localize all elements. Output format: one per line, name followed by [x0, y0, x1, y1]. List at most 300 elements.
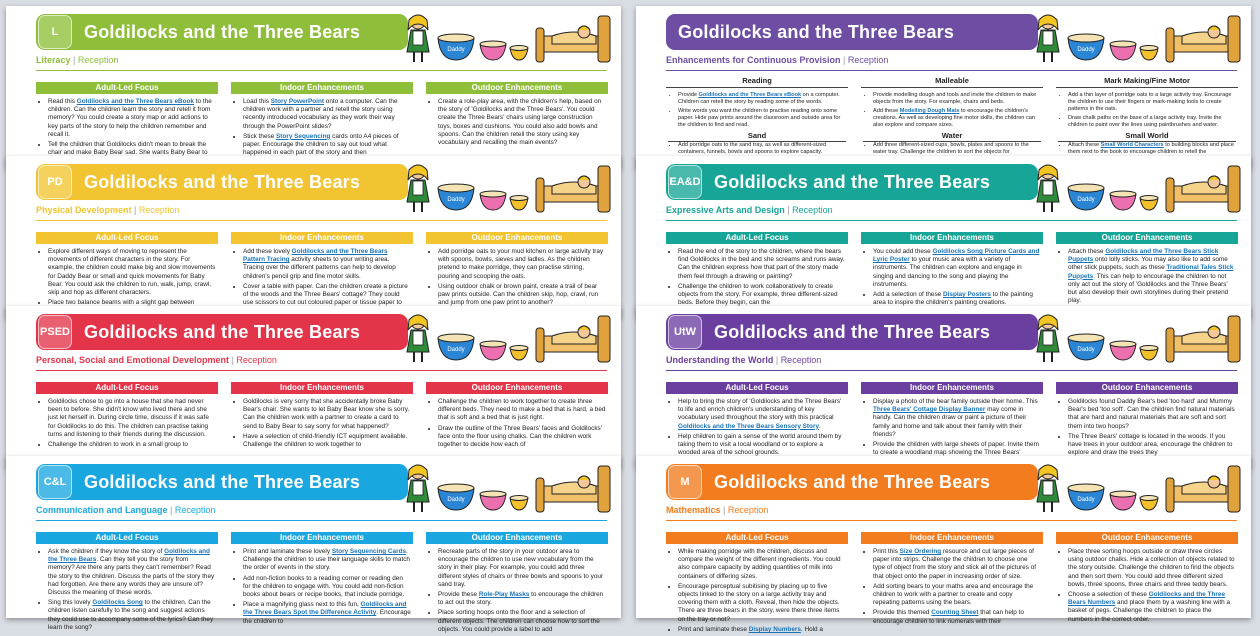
item-text: that can help to encourage children to link numerals with their — [873, 609, 1024, 625]
item-text: Add a selection of these — [873, 291, 943, 299]
column-outdoor-enhancements — [426, 82, 608, 168]
column-body — [231, 94, 413, 157]
bullet-item — [873, 398, 1041, 439]
resource-link[interactable]: Display Numbers — [748, 625, 801, 633]
columns — [666, 232, 1238, 309]
column-body — [426, 94, 608, 147]
item-text: Read this — [48, 98, 77, 105]
item-text: Read the end of the story to the children, where the bears find Goldilocks in the bed and she screams and runs away. Can the children express how that part of the story made them feel through a drawing or painting? — [678, 248, 845, 280]
column-body — [1056, 244, 1238, 305]
item-text: Add these — [873, 108, 900, 114]
goldilocks-figure-icon — [1037, 465, 1059, 512]
item-text: Provide the children with large sheets of paper. Invite them to create a woodland map showing the Three Bears' — [873, 441, 1039, 457]
bullet-item — [678, 626, 846, 634]
bed-icon — [536, 16, 610, 62]
divider — [36, 70, 607, 71]
item-text: Explore different ways of moving to represent the movements of different characters in the story. For example, the children could make big and slow movements for Daddy Bear or small and quick movements for Baby Bear. You could ask the children to run, walk, jump, crawl, skip and hop as different characters. — [48, 248, 216, 297]
item-text: Challenge the children to work collaboratively to create objects from the story. For example, three different-sized beds. Before they begin, can the — [678, 282, 838, 307]
bullet-item — [873, 609, 1041, 625]
resource-link[interactable]: Goldilocks and the Three Bears eBook — [76, 98, 194, 105]
baby-bowl-icon — [1140, 346, 1158, 361]
stage-label: Reception — [236, 355, 277, 365]
area-badge: PSED — [38, 315, 72, 349]
resource-link[interactable]: Goldilocks and the Three Bears Sensory Story — [678, 422, 819, 430]
card-title: Goldilocks and the Three Bears — [714, 171, 991, 192]
item-text: Print and laminate these lovely — [243, 548, 332, 555]
svg-text:Daddy: Daddy — [1077, 347, 1095, 353]
bullet-item — [243, 398, 411, 431]
bullet-item — [243, 98, 411, 131]
divider — [36, 370, 607, 371]
divider — [666, 520, 1237, 521]
column-heading: Outdoor Enhancements — [426, 232, 608, 244]
bullet-item — [48, 548, 216, 597]
column-body — [666, 88, 848, 156]
goldilocks-figure-icon — [407, 165, 429, 212]
item-text: onto a computer. Can the children work with a partner and retell the story using recently introduced vocabulary as they work their way through the PowerPoint slides? — [243, 98, 398, 130]
bullet-item — [1068, 92, 1236, 113]
column-body — [231, 244, 413, 316]
resource-link[interactable]: Goldilocks and the Three Bears Pattern Tracing — [243, 248, 388, 264]
bullet-list — [38, 398, 216, 449]
story-illustration — [404, 310, 616, 366]
bullet-item — [438, 609, 606, 634]
item-text: Have a selection of child-friendly ICT equipment available. Challenge the children to work together to — [243, 432, 408, 449]
stage-label: Reception — [847, 55, 889, 65]
mummy-bowl-icon — [1110, 191, 1136, 210]
goldilocks-figure-icon — [407, 315, 429, 362]
area-name: Understanding the World — [666, 355, 774, 365]
bullet-item — [678, 583, 846, 624]
daddy-bowl-icon — [438, 334, 474, 360]
planning-card-understanding-the-world — [636, 306, 1251, 468]
item-text: Tell the children that Goldilocks didn't mean to break the chair and make Baby Bear sad. She wants Baby Bear to — [48, 141, 208, 157]
planning-card-personal-social-and-emotional-development — [6, 306, 621, 468]
baby-bowl-icon — [510, 346, 528, 361]
area-name: Literacy — [36, 55, 71, 65]
mummy-bowl-icon — [480, 341, 506, 360]
resource-link[interactable]: Display Posters — [943, 291, 991, 299]
column-adult-led-focus — [666, 232, 848, 309]
goldilocks-figure-icon — [1037, 315, 1059, 362]
baby-bowl-icon — [510, 46, 528, 61]
column-outdoor-enhancements — [1056, 382, 1238, 468]
mummy-bowl-icon — [1110, 41, 1136, 60]
card-header — [666, 14, 1038, 50]
daddy-bowl-icon — [438, 484, 474, 510]
item-text: The Three Bears' cottage is located in the woods. If you have trees in your outdoor area, encourage the children to explore and draw the trees they — [1068, 432, 1233, 457]
daddy-bowl-icon — [1068, 484, 1104, 510]
card-title: Goldilocks and the Three Bears — [714, 321, 991, 342]
area-name: Communication and Language — [36, 505, 168, 515]
item-text: on a computer. Children can retell the story by reading some of the words. — [678, 92, 840, 105]
item-text: Goldilocks is very sorry that she accidentally broke Baby Bear's chair. She wants to let Baby Bear know she is sorry. Can the children work with a partner to create a card to send to Baby Bear to say sorry for what happened? — [243, 398, 410, 430]
area-subtitle: Mathematics | Reception — [666, 505, 769, 515]
area-subtitle: Communication and Language | Reception — [36, 505, 216, 515]
area-badge: M — [668, 465, 702, 499]
item-text: Create a role-play area, with the children's help, based on the story of 'Goldilocks and the Three Bears'. You could create the Three Bears' chairs using large construction toys, boxes and cushions. You could also add bowls and spoons. Can the children retell the story using key vocabulary and recalling the main events? — [438, 98, 602, 147]
resource-link[interactable]: Traditional Tales Stick Puppets — [1068, 264, 1234, 280]
bullet-item — [48, 441, 216, 449]
story-illustration — [1034, 460, 1246, 516]
bullet-item — [438, 248, 606, 281]
resource-link[interactable]: Story Sequencing — [276, 132, 331, 140]
item-text: Cover a table with paper. Can the children create a picture of the woods and the Three Bears' cottage? They could use scissors to cut out coloured paper or tissue paper to — [243, 282, 408, 307]
planning-card-enhancements-for-continuous-provision — [636, 6, 1251, 168]
resource-link[interactable]: Small World Characters — [1100, 142, 1164, 148]
item-text: Recreate parts of the story in your outdoor area to encourage the children to use new vocabulary from the story in their play. For example, you could add three different styles of chairs or three bowls and spoons to your sand tray. — [438, 548, 604, 588]
item-text: Choose a selection of these — [1068, 591, 1149, 599]
area-subtitle: Literacy | Reception — [36, 55, 119, 65]
area-subtitle: Understanding the World | Reception — [666, 355, 822, 365]
bullet-list — [668, 142, 846, 156]
bullet-list — [863, 142, 1041, 156]
bullet-item — [873, 248, 1041, 289]
column-indoor-enhancements — [861, 232, 1043, 309]
svg-text:Daddy: Daddy — [1077, 497, 1095, 503]
item-text: Place three sorting hoops outside or draw three circles using outdoor chalks. Hide a collection of objects related to the story outside. Challenge the children to find the objects and then sort them. You could add three different sized bowls, three spoons, three chairs and three teddy bears. — [1068, 548, 1235, 588]
column-heading: Indoor Enhancements — [861, 382, 1043, 394]
bullet-list — [233, 98, 411, 157]
bullet-list — [233, 548, 411, 626]
bullet-item — [678, 92, 846, 106]
item-text: . — [819, 422, 821, 430]
column-subheading: Water — [863, 132, 1041, 142]
column-body — [861, 88, 1043, 156]
item-text: Print this — [873, 548, 900, 555]
item-text: to encourage the children's creations. As well as developing fine motor skills, the children can also explore and compare sizes. — [873, 108, 1035, 128]
bullet-item — [678, 142, 846, 156]
planning-card-communication-and-language — [6, 456, 621, 633]
goldilocks-figure-icon — [1037, 165, 1059, 212]
bullet-item — [1068, 142, 1236, 156]
card-header — [36, 14, 408, 50]
bullet-list — [1058, 248, 1236, 305]
bullet-list — [233, 398, 411, 449]
area-badge: C&L — [38, 465, 72, 499]
bullet-item — [243, 248, 411, 281]
card-header — [36, 164, 408, 200]
item-text: Add sorting bears to your maths area and encourage the children to work with a partner to create and copy repeating patterns using the bears. — [873, 582, 1034, 607]
column-heading: Outdoor Enhancements — [426, 82, 608, 94]
area-badge: PD — [38, 165, 72, 199]
item-text: Add porridge oats to your mud kitchen or large activity tray with spoons, bowls, sieves and ladles. As the children pretend to make porridge, they can practise stirring, pouring and scooping the oats. — [438, 248, 604, 280]
column-heading: Outdoor Enhancements — [426, 382, 608, 394]
resource-link[interactable]: Goldilocks and the Three Bears Numbers — [1068, 591, 1226, 607]
svg-text:Daddy: Daddy — [447, 347, 465, 353]
column-outdoor-enhancements — [426, 382, 608, 451]
resource-link[interactable]: Role-Play Masks — [478, 591, 530, 599]
item-text: . Challenge the children to use their language skills to match the order of events in the story. — [243, 548, 410, 572]
column-outdoor-enhancements — [1056, 532, 1238, 636]
item-text: resource and cut large pieces of paper into strips. Challenge the children to choose one type of object from the story and stick all of the pictures of that object onto the paper in increasing order of size. — [873, 548, 1037, 580]
card-title: Goldilocks and the Three Bears — [678, 21, 955, 42]
goldilocks-figure-icon — [407, 15, 429, 62]
bed-icon — [1166, 16, 1240, 62]
resource-link[interactable]: Three Bears' Cottage Display Banner — [873, 406, 986, 414]
item-text: activity sheets to your writing area. Tracing over the different patterns can help to develop children's pencil grip and fine motor skills. — [243, 256, 396, 280]
resource-link[interactable]: Goldilocks and the Three Bears — [48, 548, 210, 564]
item-text: cards onto A4 pieces of paper. Encourage the children to say out loud what happened in each part of the story and then — [243, 132, 399, 157]
bullet-item — [678, 433, 846, 458]
bullet-item — [1068, 591, 1236, 624]
bullet-list — [668, 92, 846, 129]
column-heading: Adult-Led Focus — [666, 382, 848, 394]
resource-link[interactable]: Goldilocks and the Three Bears Spot the Difference Activity — [243, 601, 407, 617]
item-text: Display a photo of the bear family outside their home. This — [873, 398, 1038, 405]
column-heading: Outdoor Enhancements — [1056, 532, 1238, 544]
item-text: to encourage the children to act out the story. — [438, 591, 604, 607]
bullet-list — [668, 548, 846, 634]
stage-label: Reception — [77, 55, 119, 65]
column-indoor-enhancements — [861, 532, 1043, 636]
story-illustration — [404, 10, 616, 66]
item-text: Challenge the children to work in a small group to — [48, 441, 188, 449]
baby-bowl-icon — [510, 196, 528, 211]
divider — [666, 70, 1237, 71]
area-badge: EA&D — [668, 165, 702, 199]
resource-link[interactable]: Story Sequencing Cards — [331, 548, 407, 555]
bullet-item — [678, 108, 846, 129]
column-body — [36, 544, 218, 632]
item-text: Encourage perceptual subitising by placing up to five objects linked to the story on a large activity tray and covering them with a cloth. Reveal, then hide the objects. There are three bears in the story, were there three items on the tray or not? — [678, 582, 840, 623]
planning-card-literacy — [6, 6, 621, 168]
stage-label: Reception — [792, 205, 833, 215]
item-text: Stick these — [243, 132, 277, 140]
goldilocks-figure-icon — [407, 465, 429, 512]
column-subheading: Sand — [668, 132, 846, 142]
resource-link[interactable]: Modelling Dough Mats — [899, 108, 960, 114]
area-subtitle: Physical Development | Reception — [36, 205, 180, 215]
baby-bowl-icon — [510, 496, 528, 511]
column-body — [666, 244, 848, 307]
story-illustration — [404, 460, 616, 516]
divider — [666, 370, 1237, 371]
svg-text:Daddy: Daddy — [1077, 47, 1095, 53]
item-text: Goldilocks found Daddy Bear's bed 'too hard' and Mummy Bear's bed 'too soft'. Can the children find natural materials that are hard and natural materials that are soft and sort them into two hoops? — [1068, 398, 1235, 430]
bed-icon — [536, 316, 610, 362]
svg-text:Daddy: Daddy — [447, 197, 465, 203]
item-text: . Can they tell you the story from memory? Are there any parts they can't remember? Read the story to the children. Discuss the parts of the story they had forgotten. Are there any words they are unsure of? Discuss the meaning of these words. — [48, 556, 215, 597]
bullet-item — [1068, 398, 1236, 431]
column-body — [1056, 88, 1238, 156]
bullet-item — [48, 398, 216, 439]
bullet-item — [873, 291, 1041, 307]
area-badge: UtW — [668, 315, 702, 349]
bullet-item — [438, 548, 606, 589]
item-text: Write words you want the children to practise reading onto some paper. Hide paw prints around the classroom and outside area for the children to find and read. — [678, 108, 841, 128]
item-text: may come in handy. Can the children draw or paint a picture of their family and home and talk about their family with their friends? — [873, 406, 1027, 438]
column-indoor-enhancements — [231, 82, 413, 168]
column-mark-making-fine-motor — [1056, 76, 1238, 158]
item-text: Load this — [243, 98, 271, 105]
column-adult-led-focus — [36, 382, 218, 451]
item-text: Using outdoor chalk or brown paint, create a trail of bear paw prints outside. Can the children skip, hop, crawl, run and jump from one paw print to another? — [438, 282, 599, 307]
column-subheading: Small World — [1058, 132, 1236, 142]
column-heading: Adult-Led Focus — [36, 82, 218, 94]
resource-link[interactable]: Goldilocks Song — [92, 599, 143, 607]
column-heading: Indoor Enhancements — [231, 532, 413, 544]
area-subtitle: Enhancements for Continuous Provision | Reception — [666, 55, 889, 65]
bullet-list — [1058, 548, 1236, 624]
bullet-item — [678, 548, 846, 581]
mummy-bowl-icon — [1110, 341, 1136, 360]
card-header — [666, 314, 1038, 350]
story-illustration — [404, 160, 616, 216]
item-text: Print and laminate these — [678, 625, 749, 633]
resource-link[interactable]: Goldilocks and the Three Bears eBook — [698, 92, 802, 98]
column-heading: Indoor Enhancements — [231, 232, 413, 244]
item-text: While making porridge with the children, discuss and compare the weight of the different ingredients. You could also compare capacity by adding quantities of milk into containers of differing sizes. — [678, 548, 841, 580]
item-text: Provide these — [438, 591, 479, 599]
column-adult-led-focus — [666, 532, 848, 636]
baby-bowl-icon — [1140, 46, 1158, 61]
bullet-item — [873, 92, 1041, 106]
bed-icon — [536, 166, 610, 212]
column-heading: Reading — [666, 76, 848, 88]
area-subtitle: Personal, Social and Emotional Development | Reception — [36, 355, 277, 365]
column-adult-led-focus — [36, 82, 218, 168]
bullet-item — [243, 133, 411, 158]
mummy-bowl-icon — [480, 41, 506, 60]
bullet-item — [243, 601, 411, 626]
column-heading: Adult-Led Focus — [666, 232, 848, 244]
column-body — [36, 94, 218, 166]
resource-link[interactable]: Size Ordering — [899, 548, 942, 555]
card-title: Goldilocks and the Three Bears — [84, 21, 361, 42]
resource-link[interactable]: Counting Sheet — [931, 609, 979, 617]
area-name: Expressive Arts and Design — [666, 205, 785, 215]
bed-icon — [1166, 166, 1240, 212]
area-badge: L — [38, 15, 72, 49]
stage-label: Reception — [174, 505, 216, 515]
stage-label: Reception — [780, 355, 822, 365]
card-header — [36, 464, 408, 500]
bullet-list — [428, 398, 606, 449]
item-text: Add these lovely — [243, 248, 292, 255]
item-text: . This can help to encourage the children to not only act out the story of 'Goldilocks and the Three Bears' but also develop their own storylines during their pretend play. — [1068, 272, 1229, 305]
area-name: Physical Development — [36, 205, 132, 215]
resource-link[interactable]: Goldilocks and the Three Bears Stick Puppets — [1068, 248, 1219, 264]
column-heading: Adult-Led Focus — [36, 232, 218, 244]
bullet-item — [438, 283, 606, 308]
card-header — [36, 314, 408, 350]
column-body — [36, 394, 218, 449]
daddy-bowl-icon — [1068, 34, 1104, 60]
item-text: . Encourage the children to — [243, 609, 411, 625]
svg-text:Daddy: Daddy — [447, 47, 465, 53]
item-text: Help children to gain a sense of the world around them by taking them to visit a local woodland or to explore a wooded area of the school grounds. — [678, 432, 842, 457]
item-text: Challenge the children to work together to create three different beds. They need to make a bed that is hard, a bed that is soft and a bed that is just right. — [438, 398, 606, 422]
column-heading: Indoor Enhancements — [861, 232, 1043, 244]
bullet-list — [38, 548, 216, 632]
bullet-item — [1068, 548, 1236, 589]
bullet-item — [438, 398, 606, 423]
item-text: to building blocks and place them next to the book to encourage children to retell the — [1068, 142, 1234, 155]
item-text: . Hold a — [800, 625, 823, 633]
item-text: Place a magnifying glass next to this fun, — [243, 601, 361, 609]
item-text: Ask the children if they know the story of — [48, 548, 165, 555]
item-text: Provide modelling dough and tools and invite the children to make objects from the story. For example, chairs and beds. — [873, 92, 1037, 105]
area-name: Enhancements for Continuous Provision — [666, 55, 841, 65]
daddy-bowl-icon — [438, 34, 474, 60]
area-name: Mathematics — [666, 505, 721, 515]
bullet-list — [863, 92, 1041, 129]
bullet-item — [1068, 115, 1236, 129]
column-body — [861, 544, 1043, 626]
item-text: to your music area with a variety of instruments. The children can explore and engage in singing and dancing to the song and playing the instruments. — [873, 256, 1022, 288]
bullet-item — [438, 425, 606, 450]
column-body — [426, 544, 608, 634]
story-illustration — [1034, 160, 1246, 216]
resource-link[interactable]: Story PowerPoint — [270, 98, 324, 105]
item-text: Place sorting hoops onto the floor and a selection of different objects. The children can choose how to sort the objects. You could provide a label to add — [438, 609, 600, 633]
item-text: Add porridge oats to the sand tray, as well as different-sized containers, funnels, bowls and spoons to explore capacity. — [678, 142, 827, 155]
item-text: Goldilocks chose to go into a house that she had never been to before. She didn't know who lived there and she just let herself in. During circle time, discuss if it was safe for Goldilocks to do this. The children can practise taking turns and listening to their friends during the discussion. — [48, 398, 209, 438]
bullet-list — [428, 98, 606, 147]
item-text: and place them by a washing line with a basket of pegs. Challenge the children to place the numbers in the correct order. — [1068, 599, 1230, 623]
bullet-list — [668, 398, 846, 457]
bullet-item — [48, 599, 216, 632]
bullet-item — [243, 575, 411, 600]
stage-label: Reception — [138, 205, 180, 215]
left-column — [6, 0, 621, 633]
bed-icon — [536, 466, 610, 512]
column-heading: Indoor Enhancements — [231, 382, 413, 394]
item-text: Provide this themed — [873, 609, 932, 617]
bullet-item — [873, 548, 1041, 581]
column-body — [1056, 544, 1238, 624]
columns — [36, 82, 608, 168]
item-text: Help to bring the story of 'Goldilocks and the Three Bears' to life and enrich children's understanding of key vocabulary used throughout the story with this practical — [678, 398, 842, 422]
right-column — [636, 0, 1251, 633]
resource-link[interactable]: Goldilocks Song Picture Cards and Lyric Poster — [873, 248, 1040, 264]
column-body — [36, 244, 218, 307]
bullet-item — [243, 548, 411, 573]
column-indoor-enhancements — [231, 532, 413, 636]
item-text: Add a thin layer of porridge oats to a large activity tray. Encourage the children to use their fingers or mark-making tools to create patterns in the oats. — [1068, 92, 1232, 112]
svg-text:Daddy: Daddy — [447, 497, 465, 503]
column-body — [1056, 394, 1238, 457]
bullet-item — [48, 98, 216, 139]
goldilocks-figure-icon — [1037, 15, 1059, 62]
bullet-item — [678, 398, 846, 431]
item-text: Provide — [678, 92, 699, 98]
card-title: Goldilocks and the Three Bears — [84, 321, 361, 342]
bullet-item — [438, 591, 606, 607]
item-text: to the children. Can the children listen carefully to the song and suggest actions they could use to accompany some of the lyrics? Can they learn the song? — [48, 599, 214, 631]
item-text: Attach these — [1068, 142, 1101, 148]
bed-icon — [1166, 466, 1240, 512]
column-heading: Outdoor Enhancements — [1056, 382, 1238, 394]
column-heading: Adult-Led Focus — [666, 532, 848, 544]
columns — [36, 532, 608, 636]
column-body — [861, 244, 1043, 307]
column-heading: Mark Making/Fine Motor — [1056, 76, 1238, 88]
item-text: to the painting area to inspire the children's painting creations. — [873, 291, 1033, 307]
bullet-list — [38, 248, 216, 307]
column-heading: Indoor Enhancements — [861, 532, 1043, 544]
item-text: to the children. Can the children learn the story and retell it from memory? You could create a story map or add actions to key parts of the story to help the children remember and recall it. — [48, 98, 212, 138]
column-indoor-enhancements — [861, 382, 1043, 468]
column-heading: Adult-Led Focus — [36, 532, 218, 544]
item-text: You could add these — [873, 248, 933, 255]
bullet-list — [863, 248, 1041, 307]
column-heading: Malleable — [861, 76, 1043, 88]
daddy-bowl-icon — [1068, 184, 1104, 210]
column-body — [666, 394, 848, 457]
card-title: Goldilocks and the Three Bears — [714, 471, 991, 492]
